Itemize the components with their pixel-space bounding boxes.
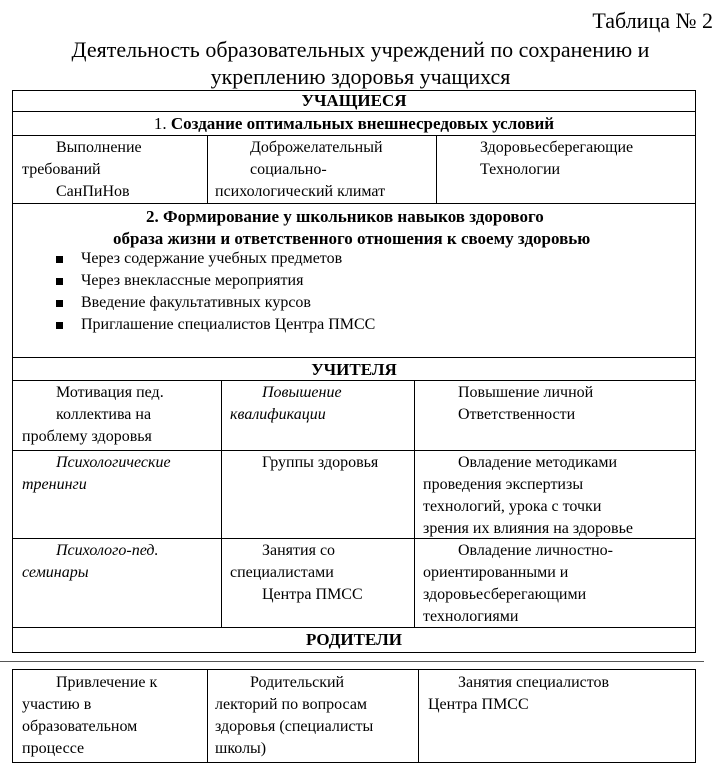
- list-item: Введение факультативных курсов: [56, 292, 375, 314]
- cell-technologies: Здоровьесберегающие Технологии: [480, 139, 634, 178]
- section-2-bullet-list: [56, 248, 375, 336]
- cell-psych-trainings: Психологические тренинги: [22, 454, 171, 493]
- cell-sanpin: Выполнение требований СанПиНов: [22, 139, 142, 200]
- cell-involvement: Привлечение к участию в образовательном процессе: [22, 674, 158, 757]
- cell-student-centered: Овладение личностно- ориентированными и здоровьесберегающими технологиями: [423, 542, 613, 625]
- section-1-title: [12, 113, 696, 135]
- section-1-number: 1.: [153, 114, 171, 133]
- list-item: Через содержание учебных предметов: [56, 248, 375, 270]
- cell-qualification: Повышение квалификации: [230, 384, 342, 423]
- table-number: Таблица № 2: [592, 8, 713, 33]
- cell-seminars: Психолого-пед. семинары: [22, 542, 159, 581]
- cell-climate: Доброжелательный социально- психологический климат: [215, 139, 386, 200]
- title-line-1: Деятельность образовательных учреждений по сохранению и: [71, 37, 650, 62]
- title-line-2: укреплению здоровья учащихся: [210, 64, 511, 89]
- cell-lectures: Родительский лекторий по вопросам здоровья (специалисты школы): [215, 674, 374, 757]
- list-item: Приглашение специалистов Центра ПМСС: [56, 314, 375, 336]
- cell-motivation: Мотивация пед. коллектива на проблему здоровья: [22, 384, 164, 445]
- parents-heading: РОДИТЕЛИ: [306, 630, 402, 649]
- students-heading: УЧАЩИЕСЯ: [301, 91, 407, 110]
- section-1-text: Создание оптимальных внешнесредовых условий: [170, 114, 555, 133]
- cell-responsibility: Повышение личной Ответственности: [458, 384, 594, 423]
- document-title: [0, 36, 721, 90]
- cell-specialist-sessions: Занятия специалистов Центра ПМСС: [428, 674, 610, 713]
- cell-health-groups: Группы здоровья: [262, 454, 379, 471]
- cell-methods: Овладение методиками проведения экспертизы технологий, урока с точки зрения их влияния на здоровье: [423, 454, 633, 537]
- page-break-divider: [0, 661, 704, 662]
- teachers-heading: УЧИТЕЛЯ: [311, 360, 397, 379]
- cell-specialists: Занятия со специалистами Центра ПМСС: [230, 542, 363, 603]
- section-2-title: 2. Формирование у школьников навыков здорового образа жизни и ответственного отношения к своему здоровью: [113, 207, 591, 248]
- list-item: Через внеклассные мероприятия: [56, 270, 375, 292]
